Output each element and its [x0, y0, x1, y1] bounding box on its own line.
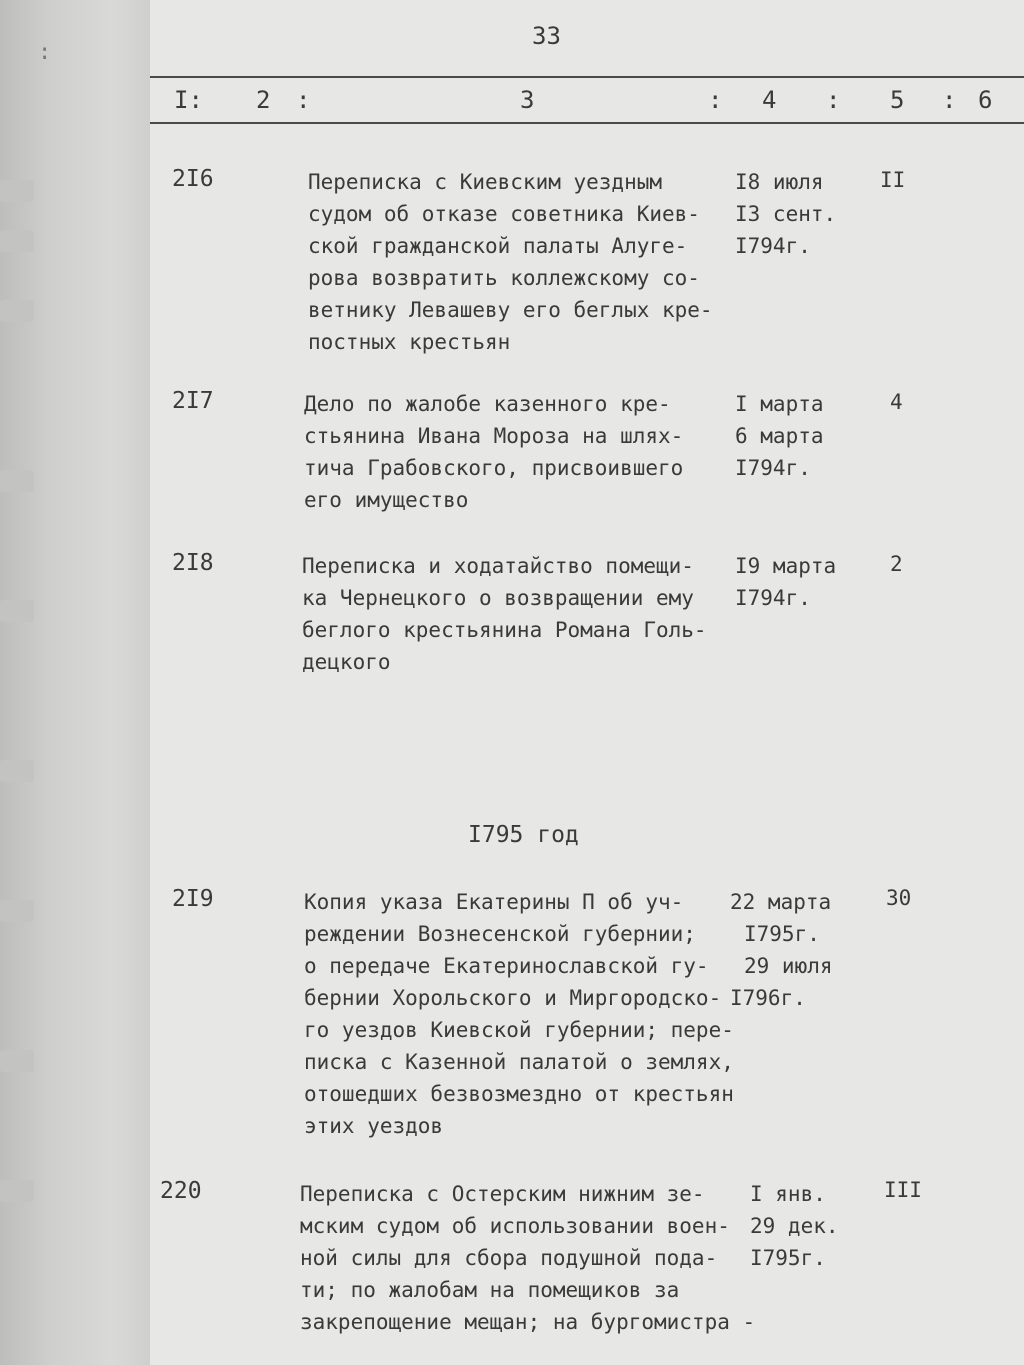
date-line: I796г. [730, 986, 806, 1010]
header-col2: 2 [256, 86, 271, 114]
description-line: Переписка с Остерским нижним зе- [300, 1182, 705, 1206]
entry-dates [730, 886, 860, 1014]
description-line: рова возвратить коллежскому со- [308, 266, 700, 290]
date-line: 29 дек. [750, 1214, 839, 1238]
header-bottom-rule [150, 122, 1024, 124]
description-line: постных крестьян [308, 330, 511, 354]
date-line: I794г. [735, 456, 811, 480]
adjacent-page-fragment [0, 1050, 34, 1072]
entry-description [304, 886, 734, 1142]
binding-gutter [0, 0, 150, 1365]
adjacent-page-fragment [0, 900, 34, 922]
description-line: стьянина Ивана Мороза на шлях- [304, 424, 684, 448]
description-line: мским судом об использовании воен- [300, 1214, 730, 1238]
description-line: бернии Хорольского и Миргородско- [304, 986, 722, 1010]
entry-dates [750, 1178, 880, 1274]
date-line: 6 марта [735, 424, 824, 448]
header-col4: 4 [762, 86, 777, 114]
entry-description [302, 550, 732, 678]
date-line: I марта [735, 392, 824, 416]
date-line: I795г. [750, 1246, 826, 1270]
entry-number: 2I6 [172, 166, 214, 192]
adjacent-page-fragment [0, 180, 34, 202]
description-line: его имущество [304, 488, 469, 512]
header-col3: 3 [520, 86, 535, 114]
description-line: этих уездов [304, 1114, 444, 1138]
header-separator: : [942, 86, 957, 114]
adjacent-page-fragment [0, 230, 34, 252]
header-separator: : [296, 86, 311, 114]
description-line: писка с Казенной палатой о землях, [304, 1050, 734, 1074]
document-page [150, 0, 1024, 1365]
description-line: судом об отказе советника Киев- [308, 202, 700, 226]
sheet-count: 30 [886, 886, 912, 910]
description-line: тича Грабовского, присвоившего [304, 456, 684, 480]
description-line: реждении Вознесенской губернии; [304, 922, 696, 946]
header-separator: : [826, 86, 841, 114]
entry-dates [735, 388, 865, 484]
entry-number: 220 [160, 1178, 202, 1204]
adjacent-page-fragment [0, 470, 34, 492]
description-line: беглого крестьянина Романа Голь- [302, 618, 707, 642]
adjacent-page-fragment [0, 760, 34, 782]
date-line: I795г. [744, 922, 820, 946]
date-line: I794г. [735, 586, 811, 610]
description-line: закрепощение мещан; на бургомистра - [300, 1310, 756, 1334]
sheet-count: III [884, 1178, 922, 1202]
description-line: отошедших безвозмездно от крестьян [304, 1082, 734, 1106]
date-line: I9 марта [735, 554, 837, 578]
date-line: I8 июля [735, 170, 824, 194]
date-line: I3 сент. [735, 202, 837, 226]
sheet-count: II [880, 168, 906, 192]
header-col5: 5 [890, 86, 905, 114]
description-line: о передаче Екатеринославской гу- [304, 954, 709, 978]
description-line: ти; по жалобам на помещиков за [300, 1278, 680, 1302]
entry-dates [735, 166, 865, 262]
header-col1: I: [174, 86, 203, 114]
entry-number: 2I8 [172, 550, 214, 576]
header-top-rule [150, 76, 1024, 78]
entry-description [308, 166, 738, 358]
page-number: 33 [532, 22, 561, 50]
entry-dates [735, 550, 865, 614]
date-line: I794г. [735, 234, 811, 258]
description-line: го уездов Киевской губернии; пере- [304, 1018, 734, 1042]
header-separator: : [708, 86, 723, 114]
gutter-mark: : [38, 40, 52, 65]
sheet-count: 2 [890, 552, 903, 576]
adjacent-page-fragment [0, 1180, 34, 1202]
adjacent-page-fragment [0, 300, 34, 322]
description-line: ной силы для сбора подушной пода- [300, 1246, 718, 1270]
entry-number: 2I7 [172, 388, 214, 414]
entry-description [300, 1178, 756, 1338]
entry-number: 2I9 [172, 886, 214, 912]
sheet-count: 4 [890, 390, 903, 414]
description-line: Переписка и ходатайство помещи- [302, 554, 694, 578]
header-col6: 6 [978, 86, 993, 114]
column-header-row [150, 86, 1024, 114]
description-line: Дело по жалобе казенного кре- [304, 392, 671, 416]
year-heading: I795 год [468, 822, 579, 848]
entry-description [304, 388, 734, 516]
description-line: ветнику Левашеву его беглых кре- [308, 298, 713, 322]
date-line: 29 июля [744, 954, 833, 978]
adjacent-page-fragment [0, 600, 34, 622]
description-line: ской гражданской палаты Алуге- [308, 234, 688, 258]
description-line: децкого [302, 650, 391, 674]
description-line: Копия указа Екатерины П об уч- [304, 890, 684, 914]
date-line: I янв. [750, 1182, 826, 1206]
description-line: ка Чернецкого о возвращении ему [302, 586, 694, 610]
description-line: Переписка с Киевским уездным [308, 170, 663, 194]
date-line: 22 марта [730, 890, 832, 914]
